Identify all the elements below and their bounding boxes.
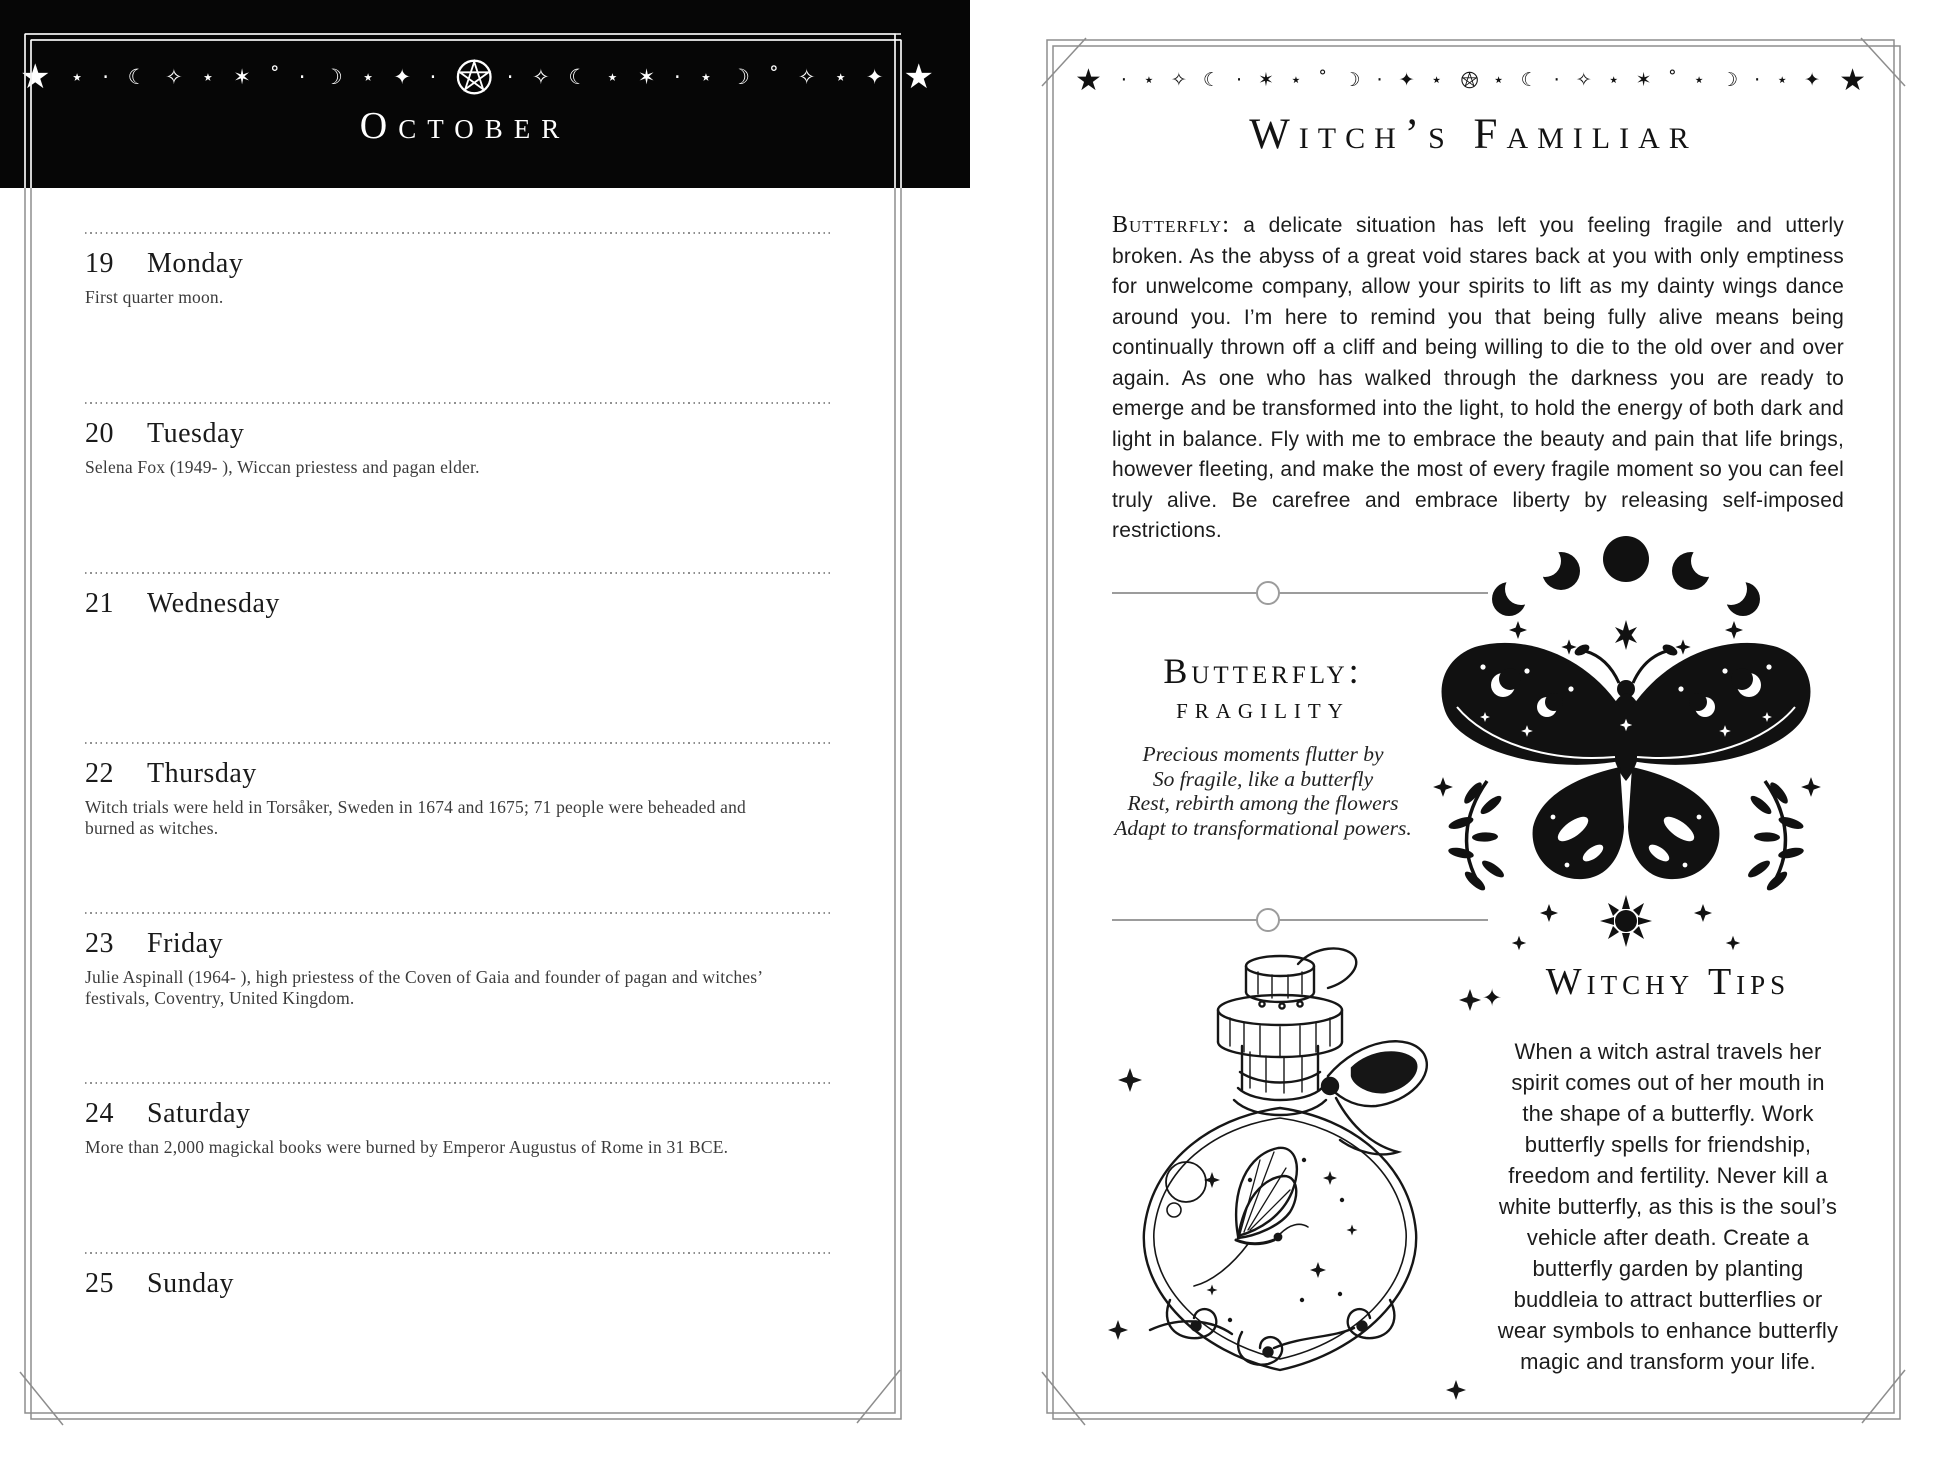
potion-bottle-illustration [1090, 938, 1490, 1408]
pentacle-icon [1461, 53, 1478, 107]
dotted-separator [85, 572, 830, 574]
dotted-separator [85, 742, 830, 744]
sun-icon [1600, 895, 1652, 947]
moon-phases-icon [1492, 536, 1760, 616]
moth-left-wings [1442, 643, 1624, 879]
day-heading [85, 1268, 830, 1300]
intro-lead-word: Butterfly: [1112, 212, 1230, 238]
month-title: October [359, 105, 571, 147]
dotted-separator [85, 1252, 830, 1254]
moth-illustration [1423, 535, 1833, 965]
diary-entry [85, 1082, 830, 1158]
diary-entry [85, 232, 830, 308]
stars-moons-icons: · ⋆ ✧ ☾ · ✶ ⋆ ˚ ☽ · ✦ ⋆ [1120, 69, 1448, 91]
diary-entry [85, 912, 830, 1009]
divider-circle [1256, 908, 1280, 932]
day-number: 19 [85, 248, 114, 279]
day-name: Wednesday [147, 588, 280, 619]
sparkle-icon: ✦ [1482, 984, 1503, 1012]
day-name: Monday [147, 248, 244, 279]
day-heading [85, 758, 830, 790]
day-note: Julie Aspinall (1964- ), high priestess of the Coven of Gaia and founder of pagan and witches’ festivals, Coventry, United Kingdom. [85, 967, 762, 1008]
day-name: Sunday [147, 1268, 234, 1299]
day-heading [85, 928, 830, 960]
laurel-branch-icon [1746, 780, 1805, 893]
page-star-border [1075, 50, 1871, 110]
diary-entry [85, 1252, 830, 1307]
butterfly-icon [1194, 1148, 1308, 1286]
poem-line: Precious moments flutter by [1142, 742, 1384, 766]
diary-entry [85, 572, 830, 627]
day-heading [85, 418, 830, 450]
witchy-tips-heading: Witchy Tips [1545, 961, 1791, 1003]
day-heading [85, 588, 830, 620]
witchy-tips-text: When a witch astral travels her spirit comes out of her mouth in the shape of a butterfly. Work butterfly spells for friendship, freedom and fertility. Never kill a white butterfly, as this is the soul’s vehicle after death. Create a butterfly garden by planting buddleia to attract butterflies or wear symbols to enhance butterfly magic and transform your life. [1497, 1039, 1839, 1374]
dotted-separator [85, 1082, 830, 1084]
day-number: 21 [85, 588, 114, 619]
dotted-separator [85, 232, 830, 234]
day-number: 25 [85, 1268, 114, 1299]
day-number: 20 [85, 418, 114, 449]
intro-body-text: a delicate situation has left you feeling fragile and utterly broken. As the abyss of a great void stares back at you with only emptiness for unwelcome company, allow your spirits to lift as my dainty wings dance around you. I’m here to remind you that being fully alive means being continually thrown off a cliff and being willing to die to the old over and over again. As one who has walked through the darkness you are ready to emerge and be transformed into the light, to hold the energy of both dark and light in balance. Fly with me to embrace the beauty and pain that life brings, however fleeting, and make the most of every fragile moment so you can feel truly alive. Be carefree and embrace liberty by releasing self-imposed restrictions. [1112, 214, 1844, 542]
day-number: 22 [85, 758, 114, 789]
poem-line: Adapt to transformational powers. [1114, 815, 1412, 840]
day-note: First quarter moon. [85, 287, 224, 307]
star-icon: ★ [20, 57, 57, 97]
dotted-separator [85, 912, 830, 914]
day-heading [85, 1098, 830, 1130]
day-number: 23 [85, 928, 114, 959]
star-icon: ★ [903, 57, 940, 97]
section-subheading: fragility [1176, 692, 1350, 725]
star-icon: ★ [1075, 62, 1107, 98]
day-heading [85, 248, 830, 280]
page-title: Witch’s Familiar [1249, 111, 1698, 158]
section-divider [1112, 919, 1488, 921]
star-icon: ★ [1839, 62, 1871, 98]
pentacle-icon [456, 51, 492, 103]
poem-line: Rest, rebirth among the flowers [1127, 791, 1399, 815]
diary-entry [85, 742, 830, 839]
butterfly-poem [1063, 742, 1463, 840]
day-name: Saturday [147, 1098, 251, 1129]
laurel-branch-icon [1447, 780, 1506, 893]
butterfly-intro-paragraph [1112, 210, 1844, 547]
dotted-separator [85, 402, 830, 404]
divider-circle [1256, 581, 1280, 605]
day-note: Witch trials were held in Torsåker, Sweden in 1674 and 1675; 71 people were beheaded and burned as witches. [85, 797, 746, 838]
stars-moons-icons: ⋆ ☾ · ✧ ⋆ ✶ ˚ ⋆ ☽ · ⋆ ✦ [1492, 69, 1826, 91]
day-note: Selena Fox (1949- ), Wiccan priestess and pagan elder. [85, 457, 480, 477]
day-note: More than 2,000 magickal books were burned by Emperor Augustus of Rome in 31 BCE. [85, 1137, 729, 1157]
poem-line: So fragile, like a butterfly [1152, 766, 1374, 791]
moth-right-wings [1628, 643, 1810, 879]
banner-star-border [20, 46, 940, 108]
stars-moons-icons: · ✧ ☾ ⋆ ✶ · ⋆ ☽ ˚ ✧ ⋆ ✦ [506, 65, 890, 89]
diary-entry [85, 402, 830, 478]
day-name: Thursday [147, 758, 257, 789]
day-name: Tuesday [147, 418, 245, 449]
stars-moons-icons: ⋆ · ☾ ✧ ⋆ ✶ ˚ · ☽ ⋆ ✦ · [70, 65, 443, 89]
day-name: Friday [147, 928, 224, 959]
day-number: 24 [85, 1098, 114, 1129]
section-heading: Butterfly: [1163, 651, 1363, 691]
